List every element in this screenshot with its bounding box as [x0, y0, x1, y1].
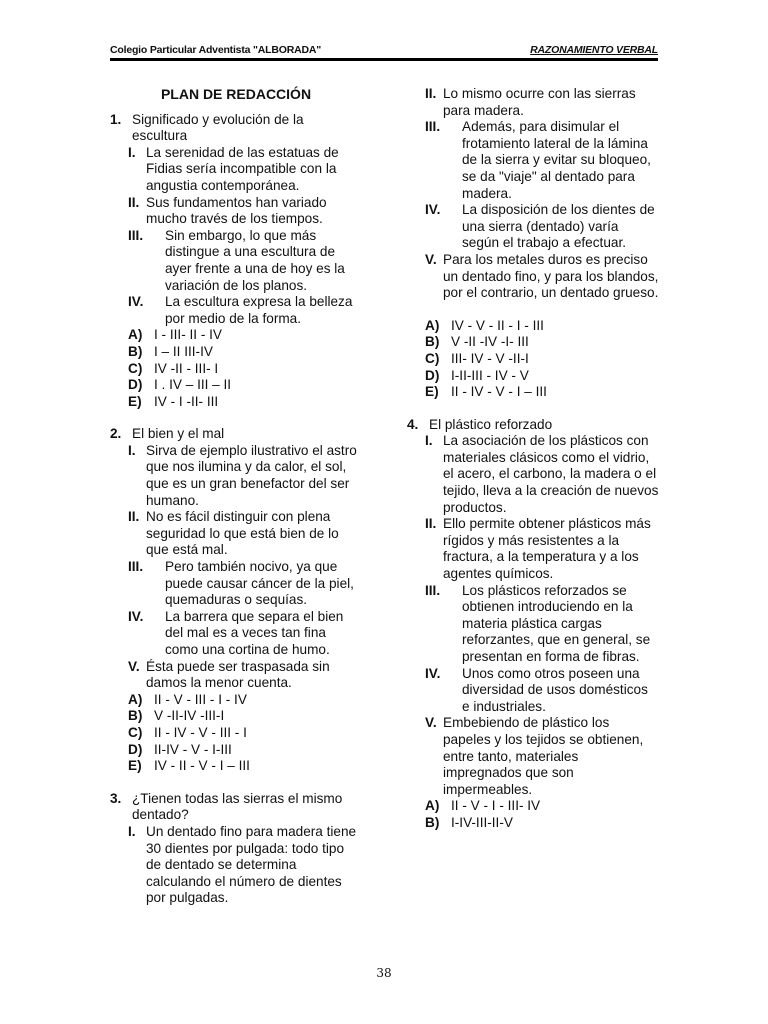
statement-text: No es fácil distinguir con plena seguridad lo que está bien de lo que está mal.: [146, 509, 339, 558]
answer-option[interactable]: [425, 334, 659, 351]
answer-option[interactable]: [425, 318, 659, 335]
answer-option[interactable]: [128, 394, 362, 411]
question-number: 2.: [110, 426, 122, 442]
option-text: I - III- II - IV: [154, 327, 222, 343]
roman-numeral: III.: [128, 559, 144, 575]
option-letter: E): [128, 393, 142, 409]
statement: [128, 559, 362, 609]
question-number: 1.: [110, 111, 122, 127]
roman-numeral: III.: [128, 227, 144, 243]
option-text: II-IV - V - I-III: [154, 741, 232, 757]
statement-text: Ello permite obtener plásticos más rígidos y más resistentes a la fractura, a la temperatura y a los agentes químicos.: [443, 516, 651, 582]
answer-option[interactable]: [128, 361, 362, 378]
statement-text: La asociación de los plásticos con materiales clásicos como el vidrio, el acero, el carbono, la madera o el tejido, lleva a la creación de nuevos productos.: [443, 433, 659, 515]
option-letter: E): [128, 758, 142, 774]
roman-numeral: II.: [128, 509, 140, 525]
statement: [425, 433, 659, 516]
question-topic: El plástico reforzado: [429, 416, 553, 432]
roman-numeral: V.: [128, 658, 140, 674]
answer-option[interactable]: [425, 384, 659, 401]
roman-numeral: II.: [425, 86, 437, 101]
question-2: [110, 426, 362, 443]
option-text: IV - V - II - I - III: [451, 317, 544, 333]
option-text: I . IV – III – II: [154, 377, 232, 393]
option-text: II - V - I - III- IV: [451, 798, 541, 814]
roman-numeral: V.: [425, 251, 437, 267]
option-letter: D): [425, 367, 440, 383]
statement-text: La barrera que separa el bien del mal es a veces tan fina como una cortina de humo.: [165, 608, 344, 657]
right-column: [407, 86, 659, 832]
statement-text: La escultura expresa la belleza por medio de la forma.: [165, 294, 353, 326]
option-letter: C): [128, 360, 143, 376]
statement: [128, 659, 362, 692]
option-letter: A): [425, 798, 440, 814]
roman-numeral: V.: [425, 715, 437, 731]
roman-numeral: II.: [425, 516, 437, 532]
option-text: IV - II - V - I – III: [154, 758, 250, 774]
answer-option[interactable]: [425, 815, 659, 832]
question-topic: ¿Tienen todas las sierras el mismo dentado?: [132, 790, 343, 823]
answer-option[interactable]: [128, 344, 362, 361]
question-number: 3.: [110, 790, 122, 806]
roman-numeral: III.: [425, 119, 441, 135]
option-text: V -II -IV -I- III: [451, 334, 529, 350]
question-topic: El bien y el mal: [132, 426, 225, 442]
option-text: V -II-IV -III-I: [154, 708, 225, 724]
page-number: 38: [376, 966, 392, 980]
statement: [425, 516, 659, 582]
statement-text: Lo mismo ocurre con las sierras para madera.: [443, 86, 636, 118]
statement-text: Además, para disimular el frotamiento lateral de la lámina de la sierra y evitar su bloqueo, se da "viaje" al dentado para madera.: [462, 119, 651, 201]
statement: [128, 294, 362, 327]
question-1: [110, 112, 362, 145]
roman-numeral: IV.: [128, 294, 144, 310]
option-letter: E): [425, 384, 439, 400]
option-text: IV - I -II- III: [154, 393, 219, 409]
option-letter: B): [128, 708, 143, 724]
option-letter: A): [128, 691, 143, 707]
roman-numeral: II.: [128, 194, 140, 210]
statement: [128, 228, 362, 294]
statement-text: Unos como otros poseen una diversidad de usos domésticos e industriales.: [462, 665, 648, 714]
statement-text: Sin embargo, lo que más distingue a una escultura de ayer frente a una de hoy es la variación de los planos.: [165, 227, 345, 293]
answer-option[interactable]: [128, 377, 362, 394]
roman-numeral: IV.: [425, 665, 441, 681]
question-3: [110, 791, 362, 824]
answer-option[interactable]: [128, 725, 362, 742]
roman-numeral: III.: [425, 582, 441, 598]
roman-numeral: I.: [128, 144, 136, 160]
statement: [128, 824, 362, 907]
left-column: [110, 86, 362, 907]
option-letter: B): [128, 343, 143, 359]
option-text: III- IV - V -II-I: [451, 350, 529, 366]
option-letter: C): [425, 350, 440, 366]
roman-numeral: I.: [128, 442, 136, 458]
roman-numeral: I.: [128, 823, 136, 839]
statement-text: Pero también nocivo, ya que puede causar cáncer de la piel, quemaduras o sequías.: [165, 559, 354, 608]
answer-option[interactable]: [425, 798, 659, 815]
statement: [128, 443, 362, 509]
answer-option[interactable]: [128, 758, 362, 775]
statement-text: Para los metales duros es preciso un dentado fino, y para los blandos, por el contrario, un dentado grueso.: [443, 251, 659, 301]
spacer: [407, 302, 659, 318]
statement-text: La disposición de los dientes de una sierra (dentado) varía según el trabajo a efectuar.: [462, 202, 655, 251]
answer-option[interactable]: [128, 708, 362, 725]
answer-option[interactable]: [425, 368, 659, 385]
question-topic: Significado y evolución de la escultura: [132, 111, 304, 144]
roman-numeral: I.: [425, 433, 433, 449]
answer-option[interactable]: [425, 351, 659, 368]
option-text: II - IV - V - III - I: [154, 724, 247, 740]
answer-option[interactable]: [128, 742, 362, 759]
option-text: I-II-III - IV - V: [451, 367, 529, 383]
statement: [128, 195, 362, 228]
option-letter: D): [128, 741, 143, 757]
statement-text: La serenidad de las estatuas de Fidias sería incompatible con la angustia contemporánea.: [146, 144, 339, 193]
option-letter: D): [128, 377, 143, 393]
statement: [128, 509, 362, 559]
statement: [128, 609, 362, 659]
page-title: PLAN DE REDACCIÓN: [160, 86, 312, 102]
statement-text: Los plásticos reforzados se obtienen introduciendo en la materia plástica cargas reforzantes, que en general, se presentan en forma de fibras.: [462, 582, 651, 664]
answer-option[interactable]: [128, 692, 362, 709]
option-text: I – II III-IV: [154, 343, 213, 359]
statement-text: Ésta puede ser traspasada sin damos la menor cuenta.: [146, 658, 330, 691]
statement: [425, 666, 659, 716]
question-4: [407, 417, 659, 434]
statement: [425, 119, 659, 202]
answer-option[interactable]: [128, 327, 362, 344]
roman-numeral: IV.: [425, 202, 441, 218]
statement: [425, 583, 659, 666]
statement: [425, 715, 659, 798]
option-letter: C): [128, 724, 143, 740]
option-text: II - IV - V - I – III: [451, 384, 547, 400]
option-letter: A): [425, 317, 440, 333]
spacer: [110, 410, 362, 426]
option-text: IV -II - III- I: [154, 360, 219, 376]
option-letter: B): [425, 814, 440, 830]
option-text: I-IV-III-II-V: [451, 814, 513, 830]
subject-name: RAZONAMIENTO VERBAL: [530, 44, 658, 56]
school-name: Colegio Particular Adventista "ALBORADA": [110, 44, 322, 56]
spacer: [407, 401, 659, 417]
statement: [425, 252, 659, 302]
statement: [425, 86, 659, 119]
statement-text: Sirva de ejemplo ilustrativo el astro que nos ilumina y da calor, el sol, que es un gran benefactor del ser humano.: [146, 442, 357, 508]
option-letter: B): [425, 334, 440, 350]
statement-text: Un dentado fino para madera tiene 30 dientes por pulgada: todo tipo de dentado se determina calculando el número de dientes por pulgadas.: [146, 823, 357, 906]
option-text: II - V - III - I - IV: [154, 691, 247, 707]
header-rule: [110, 58, 658, 61]
statement-text: Embebiendo de plástico los papeles y los tejidos se obtienen, entre tanto, materiales impregnados que son impermeables.: [443, 715, 644, 797]
spacer: [110, 775, 362, 791]
question-number: 4.: [407, 416, 419, 432]
option-letter: A): [128, 327, 143, 343]
statement-text: Sus fundamentos han variado mucho través de los tiempos.: [146, 194, 327, 227]
statement: [128, 145, 362, 195]
roman-numeral: IV.: [128, 608, 144, 624]
statement: [425, 202, 659, 252]
